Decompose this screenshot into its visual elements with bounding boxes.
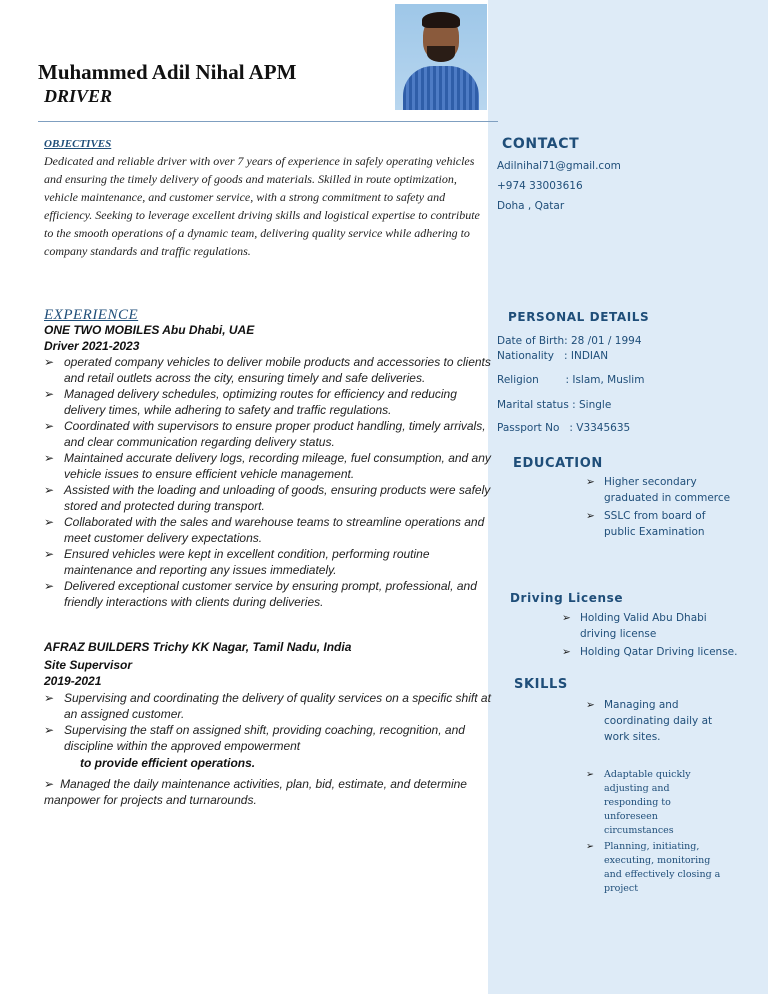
skills-list-small (584, 768, 724, 898)
list-item: ➢ Collaborated with the sales and warehouse teams to streamline operations and meet customer delivery expectations. (44, 515, 485, 545)
list-item: ➢ Maintained accurate delivery logs, recording mileage, fuel consumption, and any vehicle issues to ensure efficient vehicle management. (44, 451, 491, 481)
list-item: ➢ Adaptable quickly adjusting and responding to unforeseen circumstances (586, 769, 691, 836)
list-item: ➢ Managed delivery schedules, optimizing routes for efficiency and reducing delivery times, while adhering to safety and traffic regulations. (44, 387, 457, 417)
list-item: ➢ Assisted with the loading and unloading of goods, ensuring products were safely stored and protected during transport. (44, 483, 491, 513)
list-item: ➢ Managing and coordinating daily at work sites. (586, 699, 713, 743)
arrow-bullet-icon: ➢ (44, 547, 55, 561)
objectives-heading: OBJECTIVES (44, 138, 112, 150)
experience-heading: EXPERIENCE (44, 307, 139, 323)
arrow-bullet-icon: ➢ (44, 691, 55, 705)
arrow-bullet-icon: ➢ (44, 483, 55, 497)
contact-heading: CONTACT (502, 136, 580, 152)
arrow-bullet-icon: ➢ (44, 355, 55, 369)
job2-duties (44, 690, 494, 754)
personal-marital: Marital status : Single (497, 399, 612, 411)
list-item: ➢ Supervising the staff on assigned shift, providing coaching, recognition, and discipline within the approved empowerment (44, 723, 465, 753)
arrow-bullet-icon: ➢ (586, 769, 594, 780)
job2-last-duty: ➢ Managed the daily maintenance activities, plan, bid, estimate, and determine manpower for projects and turnarounds. (44, 777, 467, 807)
list-item: ➢ operated company vehicles to deliver mobile products and accessories to clients and retail outlets across the city, ensuring timely and safe deliveries. (44, 355, 491, 385)
list-item: ➢ Delivered exceptional customer service by ensuring prompt, professional, and friendly interactions with clients during deliveries. (44, 579, 477, 609)
arrow-bullet-icon: ➢ (44, 723, 55, 737)
job2-emphasis: to provide efficient operations. (80, 756, 256, 770)
personal-passport: Passport No : V3345635 (497, 422, 631, 434)
personal-nationality: Nationality : INDIAN (497, 350, 609, 362)
arrow-bullet-icon: ➢ (562, 646, 571, 658)
candidate-title: DRIVER (44, 86, 113, 106)
arrow-bullet-icon: ➢ (44, 387, 55, 401)
license-heading: Driving License (510, 591, 624, 605)
arrow-bullet-icon: ➢ (44, 515, 55, 529)
list-item: ➢ Supervising and coordinating the delivery of quality services on a specific shift at an assigned customer. (44, 691, 491, 721)
candidate-name: Muhammed Adil Nihal APM (38, 60, 297, 84)
personal-heading: PERSONAL DETAILS (508, 310, 650, 324)
arrow-bullet-icon: ➢ (44, 579, 55, 593)
objectives-text: Dedicated and reliable driver with over 7 years of experience in safely operating vehicles and ensuring the timely delivery of goods and materials. Skilled in route optimization, vehicle maintenance, and customer service, with a strong commitment to safety and efficiency. Seeking to leverage excellent driving skills and logistical expertise to contribute to the smooth operations of a dynamic team, delivering quality service while adhering to company standards and traffic regulations. (44, 154, 480, 258)
arrow-bullet-icon: ➢ (586, 476, 595, 488)
arrow-bullet-icon: ➢ (586, 699, 595, 711)
education-list (584, 474, 734, 542)
contact-email[interactable]: Adilnihal71@gmail.com (497, 160, 621, 172)
job2-period: 2019-2021 (44, 674, 102, 688)
skills-list (584, 697, 714, 747)
list-item: ➢ SSLC from board of public Examination (586, 510, 706, 538)
job1-duties (44, 354, 494, 610)
arrow-bullet-icon: ➢ (44, 451, 55, 465)
personal-dob: Date of Birth: 28 /01 / 1994 (497, 335, 642, 347)
list-item: ➢ Planning, initiating, executing, monitoring and effectively closing a project (586, 841, 721, 894)
list-item: ➢ Holding Valid Abu Dhabi driving license (562, 612, 707, 640)
profile-photo (395, 4, 487, 110)
arrow-bullet-icon: ➢ (586, 510, 595, 522)
arrow-bullet-icon: ➢ (44, 419, 55, 433)
personal-religion: Religion : Islam, Muslim (497, 374, 645, 386)
job2-company: AFRAZ BUILDERS Trichy KK Nagar, Tamil Nadu, India (44, 640, 352, 654)
list-item: ➢ Higher secondary graduated in commerce (586, 476, 731, 504)
job2-role: Site Supervisor (44, 658, 133, 672)
license-list (560, 610, 740, 662)
arrow-bullet-icon: ➢ (44, 777, 55, 791)
contact-location: Doha , Qatar (497, 200, 565, 212)
arrow-bullet-icon: ➢ (586, 841, 594, 852)
list-item: ➢ Holding Qatar Driving license. (562, 646, 738, 658)
education-heading: EDUCATION (513, 456, 603, 471)
list-item: ➢ Ensured vehicles were kept in excellent condition, performing routine maintenance and reporting any issues immediately. (44, 547, 430, 577)
arrow-bullet-icon: ➢ (562, 612, 571, 624)
contact-phone: +974 33003616 (497, 180, 583, 192)
header-divider (38, 121, 498, 122)
skills-heading: SKILLS (514, 677, 568, 692)
job1-role-period: Driver 2021-2023 (44, 339, 140, 353)
list-item: ➢ Coordinated with supervisors to ensure proper product handling, timely arrivals, and clear communication regarding delivery status. (44, 419, 486, 449)
job1-company: ONE TWO MOBILES Abu Dhabi, UAE (44, 323, 255, 337)
